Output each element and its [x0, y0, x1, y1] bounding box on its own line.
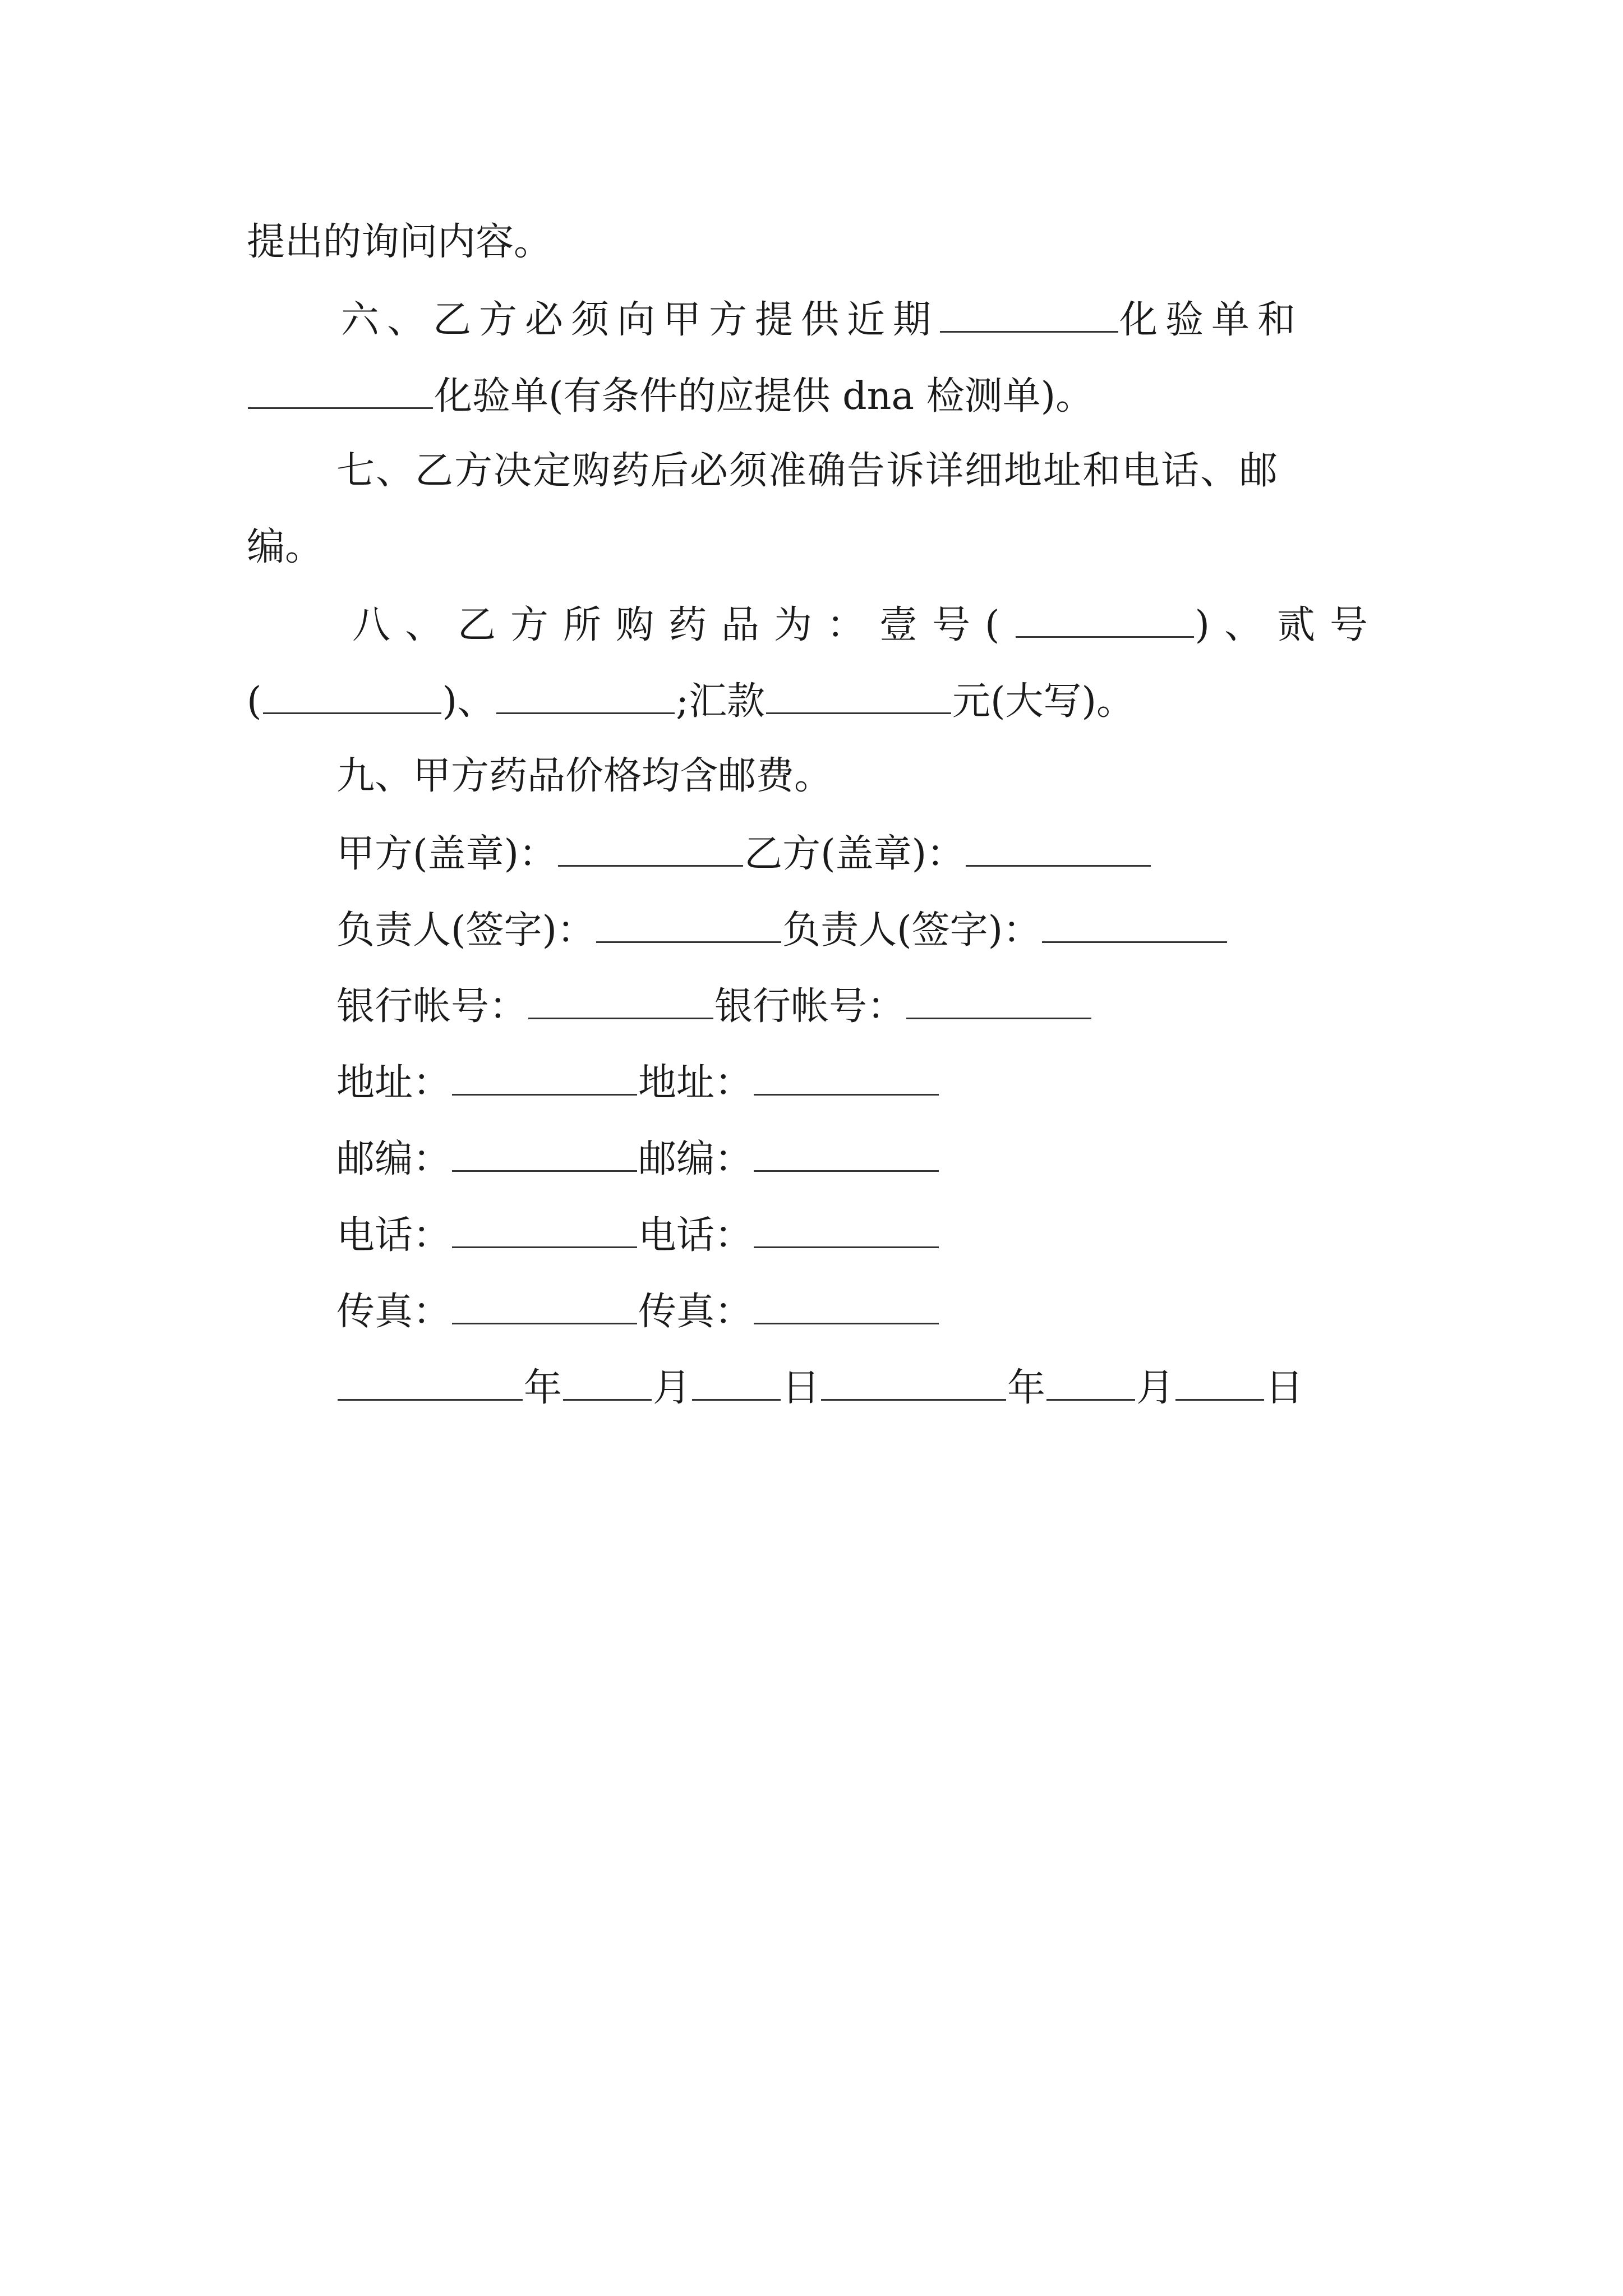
clause-8-text: )、贰号 [1195, 603, 1383, 647]
party-b-day-field[interactable] [1175, 1364, 1264, 1401]
party-a-responsible-label: 负责人(签字)： [336, 908, 596, 953]
party-b-year-field[interactable] [821, 1364, 1006, 1401]
party-a-bank-field[interactable] [528, 983, 713, 1019]
clause-8-line-2 [247, 678, 1135, 723]
party-b-bank-field[interactable] [906, 983, 1091, 1019]
blank-field[interactable] [496, 678, 675, 714]
responsible-person-row [336, 907, 1228, 951]
party-b-month-field[interactable] [1046, 1364, 1135, 1401]
address-row [336, 1059, 940, 1104]
party-b-bank-label: 银行帐号： [714, 984, 906, 1029]
blank-field[interactable] [766, 678, 951, 714]
clause-7-text: 编。 [247, 525, 324, 569]
date-row [336, 1364, 1303, 1409]
clause-6-text: 六、乙方必须向甲方提供近期 [341, 298, 939, 342]
clause-7-line-1 [336, 449, 1279, 494]
bank-account-row [336, 983, 1092, 1028]
party-b-address-field[interactable] [754, 1059, 939, 1096]
day-label: 日 [1265, 1366, 1304, 1410]
party-a-address-field[interactable] [452, 1059, 637, 1096]
clause-8-text: ;汇款 [676, 679, 765, 724]
party-b-seal-label: 乙方(盖章)： [744, 832, 965, 876]
clause-8-line-1 [352, 601, 1382, 646]
party-a-day-field[interactable] [692, 1364, 781, 1401]
party-a-phone-label: 电话： [336, 1213, 451, 1258]
clause-6-text: 化验单(有条件的应提供 dna 检测单)。 [434, 374, 1094, 418]
clause-6-text: 化验单和 [1119, 298, 1304, 342]
party-b-fax-field[interactable] [754, 1288, 939, 1324]
zip-row [336, 1135, 940, 1180]
party-b-phone-field[interactable] [754, 1212, 939, 1248]
clause-6-line-1 [341, 296, 1303, 341]
party-b-address-label: 地址： [638, 1061, 753, 1105]
party-b-responsible-label: 负责人(签字)： [782, 908, 1041, 953]
party-a-fax-label: 传真： [336, 1290, 451, 1334]
party-a-seal-field[interactable] [558, 830, 743, 867]
paragraph-continuation [247, 220, 552, 265]
party-a-phone-field[interactable] [452, 1212, 637, 1248]
year-label: 年 [524, 1366, 562, 1410]
party-a-fax-field[interactable] [452, 1288, 637, 1324]
blank-field[interactable] [248, 372, 433, 409]
clause-8-text: 元(大写)。 [952, 679, 1135, 724]
party-b-responsible-field[interactable] [1042, 907, 1227, 943]
party-b-zip-field[interactable] [754, 1135, 939, 1172]
paragraph-text: 提出的询问内容。 [247, 220, 552, 264]
party-a-seal-label: 甲方(盖章)： [336, 832, 557, 876]
party-b-seal-field[interactable] [966, 830, 1151, 867]
blank-field[interactable] [1016, 601, 1194, 638]
month-label: 月 [1136, 1366, 1175, 1410]
party-b-zip-label: 邮编： [638, 1137, 753, 1181]
party-a-address-label: 地址： [336, 1061, 451, 1105]
party-a-zip-field[interactable] [452, 1135, 637, 1172]
clause-8-text: 八、乙方所购药品为：壹号( [352, 603, 1015, 647]
clause-9 [336, 754, 832, 799]
fax-row [336, 1288, 940, 1333]
blank-field[interactable] [940, 296, 1118, 333]
clause-8-text: )、 [442, 679, 496, 724]
party-a-month-field[interactable] [563, 1364, 652, 1401]
day-label: 日 [782, 1366, 820, 1410]
month-label: 月 [653, 1366, 691, 1410]
clause-8-text: ( [247, 679, 262, 724]
party-b-fax-label: 传真： [638, 1290, 753, 1334]
party-a-year-field[interactable] [338, 1364, 523, 1401]
clause-7-line-2 [247, 525, 323, 570]
signature-seal-row [336, 830, 1152, 875]
party-a-bank-label: 银行帐号： [336, 984, 528, 1029]
clause-9-text: 九、甲方药品价格均含邮费。 [336, 754, 833, 798]
clause-6-line-2 [247, 372, 1094, 417]
party-a-responsible-field[interactable] [596, 907, 781, 943]
clause-7-text: 七、乙方决定购药后必须准确告诉详细地址和电话、邮 [336, 449, 1279, 493]
party-a-zip-label: 邮编： [336, 1137, 451, 1181]
party-b-phone-label: 电话： [638, 1213, 753, 1258]
phone-row [336, 1212, 940, 1257]
blank-field[interactable] [263, 678, 441, 714]
year-label: 年 [1007, 1366, 1046, 1410]
